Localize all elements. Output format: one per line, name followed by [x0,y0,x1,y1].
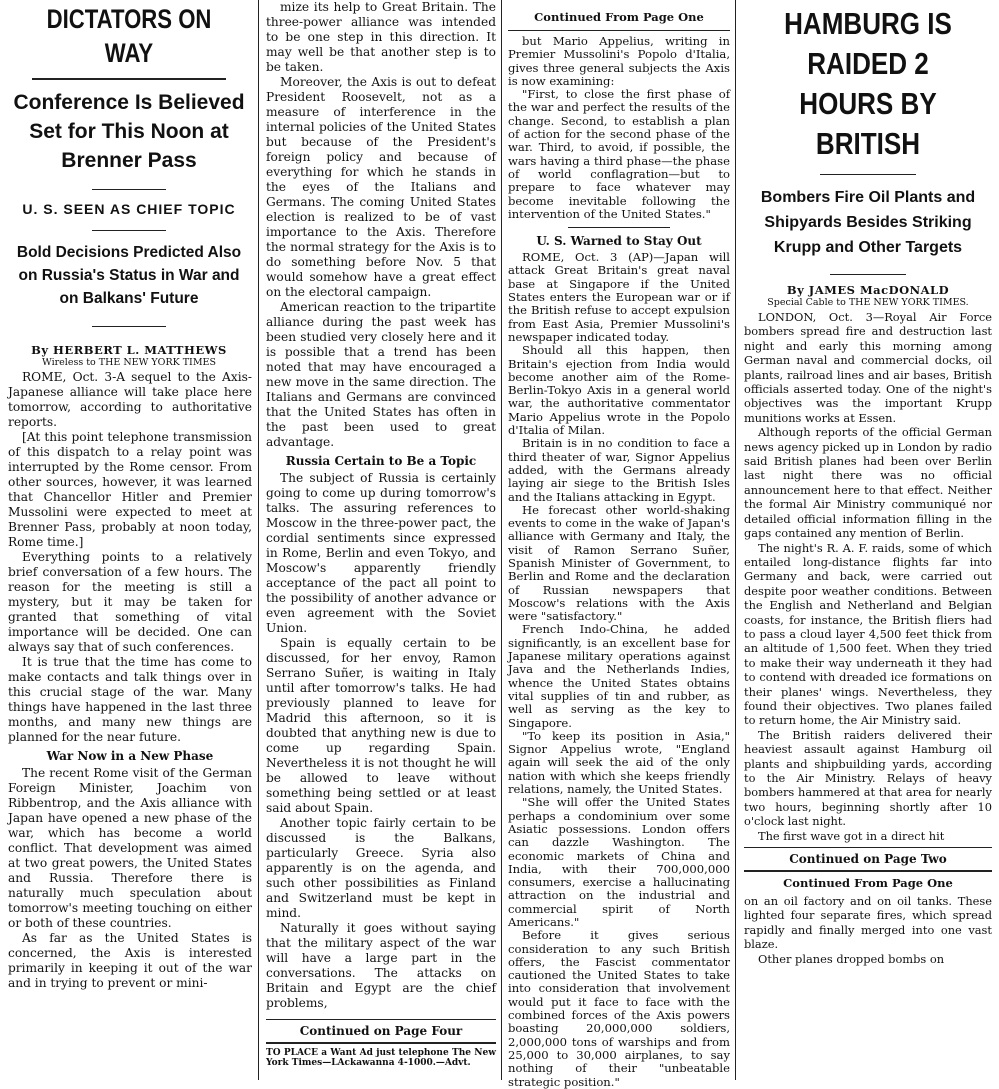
paragraph: ROME, Oct. 3-A sequel to the Axis-Japanese alliance will take place here tomorrow, according to authoritative reports. [8,370,252,429]
continued-from-notice: Continued From Page One [534,10,704,24]
continued-notice: Continued on Page Two [789,852,947,867]
article-body [2,370,256,991]
divider [32,78,226,80]
paragraph: He forecast other world-shaking events to come in the wake of Japan's alliance with Germany and Italy, the visit of Ramon Serrano Suñer, Spanish Minister of Government, to Berlin and Rome and the declaration of Russian newspapers that Moscow's relations with the Axis were "satisfactory." [508,502,730,624]
paragraph: LONDON, Oct. 3—Royal Air Force bombers spread fire and destruction last night and early this morning among German naval and commercial docks, oil plants, railroad lines and air bases, British officials asserted today. One of the night's objectives was the important Krupp munitions works at Essen. [744,310,992,425]
paragraph: [At this point telephone transmission of this dispatch to a relay point was interrupted by the Rome censor. From other sources, however, it was learned that Chancellor Hitler and Premier Mussolini were expected to meet at Brenner Pass, probably at noon today, Rome time.] [8,430,252,549]
deck-conference: Conference Is Believed Set for This Noon at Brenner Pass [13,91,245,172]
divider [820,174,916,175]
divider [568,227,670,228]
paragraph: Moreover, the Axis is out to defeat President Roosevelt, not as a measure of interference in the internal policies of the United States but because of the President's foreign policy and because of everything for which he stands in the eyes of the Italians and Germans. The coming United States election is realized to be of vast importance to the Axis. Therefore the normal strategy for the Axis is to do something before Nov. 5 that would somehow have a great effect on the electoral campaign. [266,75,496,299]
paragraph: ROME, Oct. 3 (AP)—Japan will attack Great Britain's great naval base at Singapore if the United States enters the European war or if the British refuse to accept expulsion from East Asia, Premier Mussolini's newspaper indicated today. [508,250,730,344]
paragraph: but Mario Appelius, writing in Premier Mussolini's Popolo d'Italia, gives three general subjects the Axis is now examining: [508,34,730,88]
byline-macdonald: By JAMES MacDONALD [786,283,950,297]
section-head: U. S. Warned to Stay Out [536,234,702,249]
headline-dictators: DICTATORS ON WAY [46,4,212,68]
column-2 [264,0,498,1080]
paragraph: "She will offer the United States perhaps a condominium over some Asiatic possessions. London offers can dazzle Washington. The economic markets of China and India, with their 700,000,000 consumers, exercise a hallucinating attraction on the industrial and commercial spirit of North Americans." [508,795,730,929]
column-rule [258,0,259,1080]
paragraph: French Indo-China, he added significantly, is an excellent base for Japanese military operations against Java and the Netherlands Indies, whence the United States obtains vital supplies of tin and rubber, as well as serving as the key to Singapore. [508,622,730,730]
paragraph: As far as the United States is concerned, the Axis is interested primarily in keeping it out of the war and in trying to prevent or mini- [8,931,252,990]
continued-from-notice: Continued From Page One [783,876,953,891]
divider [266,1019,496,1020]
paragraph: "To keep its position in Asia," Signor Appelius wrote, "England again will seek the aid of the only nation with which she keeps friendly relations, namely, the United States. [508,728,730,797]
deck-us-chief-topic: U. S. SEEN AS CHIEF TOPIC [22,201,236,217]
article-body [506,10,732,1089]
article-body [740,310,996,966]
divider [744,847,992,848]
paragraph: Should all this happen, then Britain's ejection from India would become another aim of the Rome-Berlin-Tokyo Axis in a general world war, the authoritative commentator Mario Appelius wrote in the Popolo d'Italia of Milan. [508,343,730,438]
deck-bold-decisions: Bold Decisions Predicted Also on Russia's Status in War and on Balkans' Future [16,244,242,307]
paragraph: Another topic fairly certain to be discussed is the Balkans, particularly Greece. Syria also apparently is on the agenda, and such other possibilities as Finland and Switzerland must be kept in mind. [266,816,496,920]
column-rule [735,0,736,1080]
paragraph: Naturally it goes without saying that the military aspect of the war will have a large part in the conversations. The attacks on Britain and Egypt are the chief problems, [266,921,496,1010]
paragraph: on an oil factory and on oil tanks. These lighted four separate fires, which spread rapidly and finally merged into one vast blaze. [744,894,992,952]
dateline: Wireless to THE NEW YORK TIMES [42,357,216,368]
divider [830,274,906,275]
column-1 [2,0,256,1080]
paragraph: American reaction to the tripartite alliance during the past week has been studied very closely here and it is possible that a trend has been noted that may have encouraged a new move in the same direction. The Italians and Germans are convinced that the United States has often in the past been used to great advantage. [266,300,496,449]
divider [508,30,730,31]
paragraph: Other planes dropped bombs on [758,951,945,966]
continued-notice: Continued on Page Four [299,1024,463,1038]
divider [92,230,166,231]
column-3 [506,0,732,1089]
paragraph: Britain is in no condition to face a third theater of war, Signor Appelius added, with the Germans already laying air siege to the British Isles and the Italians attacking in Egypt. [508,436,730,504]
paragraph: The British raiders delivered their heaviest assault against Hamburg oil plants and shipbuilding yards, according to the Air Ministry. Relays of heavy bombers hammered at that area for nearly two hours, beginning shortly after 10 o'clock last night. [744,727,992,829]
paragraph: It is true that the time has come to make contacts and talk things over in this crucial stage of the war. Many things have happened in the last three months, and many new things are planned for the near future. [8,655,252,744]
deck-bombers: Bombers Fire Oil Plants and Shipyards Besides Striking Krupp and Other Targets [760,189,976,256]
paragraph: The subject of Russia is certainly going to come up during tomorrow's talks. The assuring references to Moscow in the three-power pact, the cordial sentiments since expressed in Rome, Berlin and even Tokyo, and Moscow's apparently friendly acceptance of the pact all point to the possibility of another advance or even agreement with the Soviet Union. [266,471,496,635]
section-head: War Now in a New Phase [46,749,214,763]
byline-matthews: By HERBERT L. MATTHEWS [31,343,227,357]
paragraph: The first wave got in a direct hit [758,828,945,843]
paragraph: The recent Rome visit of the German Foreign Minister, Joachim von Ribbentrop, and the Axis alliance with Japan have opened a new phase of the war, which has become a world conflict. That development was aimed at two great powers, the United States and Russia. Therefore there is naturally much speculation about tomorrow's meeting touching on either or both of these countries. [8,766,252,930]
divider [744,870,992,872]
divider [266,1042,496,1044]
paragraph: Although reports of the official German news agency picked up in London by radio said British planes had been over Berlin last night there was no official announcement here to that effect. Neither the formal Air Ministry communiqué nor detailed official information filling in the gaps contained any mention of Berlin. [744,425,992,541]
paragraph: "First, to close the first phase of the war and perfect the results of the change. Second, to establish a plan of action for the second phase of the war. Third, to avoid, if possible, the wars having a third phase—the phase of world conflagration—but to prepare to face whatever may become inevitable following the intervention of the United States." [508,87,730,221]
divider [92,189,166,190]
column-rule [501,0,502,1080]
dateline: Special Cable to THE NEW YORK TIMES. [767,297,969,308]
divider [92,326,166,327]
paragraph: Before it gives serious consideration to any such British offers, the Fascist commentator cautioned the United States to take into consideration that involvement would put it face to face with the combined forces of the Axis powers boasting 20,000,000 soldiers, 2,000,000 tons of warships and from 25,000 to 30,000 airplanes, to say nothing of their "unbeatable strategic position." [508,928,730,1089]
section-head: Russia Certain to Be a Topic [285,454,477,468]
paragraph: mize its help to Great Britain. The three-power alliance was intended to be one step in this direction. It may well be that another step is to be taken. [266,0,496,74]
article-body [264,0,498,1068]
headline-hamburg: HAMBURG IS RAIDED 2 HOURS BY BRITISH [784,6,952,161]
paragraph: Everything points to a relatively brief conversation of a few hours. The reason for the meeting is still a mystery, but it may be taken for granted that something of vital importance will be decided. One can always say that of such conferences. [8,550,252,654]
paragraph: Spain is equally certain to be discussed, for her envoy, Ramon Serrano Suñer, is waiting in Italy until after tomorrow's talks. He had previously planned to leave for Madrid this afternoon, so it is doubted that anything new is due to come up regarding Spain. Nevertheless it is not thought he will be allowed to leave without something being settled or at least said about Spain. [266,636,496,815]
column-4 [740,0,996,1080]
paragraph: The night's R. A. F. raids, some of which entailed long-distance flights far into Germany and back, were carried out despite poor weather conditions. Between the English and Netherland and Belgian coasts, for instance, the British fliers had to pass a cloud layer 4,500 feet thick from an altitude of 1,500 feet. When they tried to make their way underneath it they had to contend with dreaded ice formations on their planes' wings. Nevertheless, they found their objectives. Two planes failed to return home, the Air Ministry said. [744,540,992,728]
want-ad: TO PLACE a Want Ad just telephone The New York Times—LAckawanna 4-1000.—Advt. [266,1048,496,1068]
